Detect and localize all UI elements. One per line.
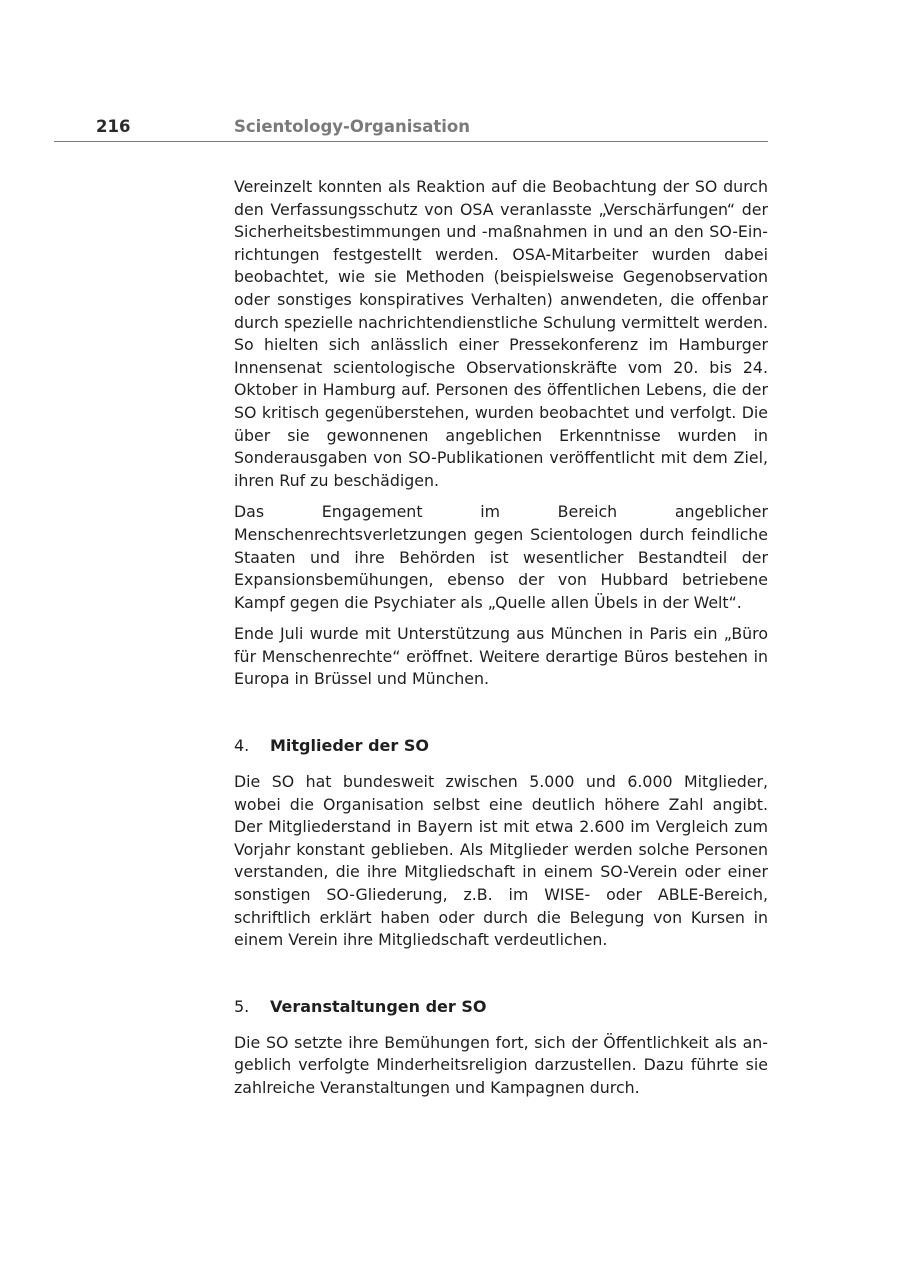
section-heading-events — [234, 996, 768, 1018]
header-rule — [54, 141, 768, 142]
paragraph: Ende Juli wurde mit Unterstützung aus München in Paris ein „Büro für Menschenrechte“ eröffnet. Weitere derartige Büros bestehen in Europa in Brüssel und München. — [234, 624, 768, 689]
paragraph: Das Engagement im Bereich angeblicher Menschenrechtsverletzungen gegen Scientologen durch feindliche Staaten und ihre Behörden ist wesentlicher Bestandteil der Expansionsbemühungen, ebenso der von Hubbard betriebene Kampf gegen die Psychiater als „Quelle allen Übels in der Welt“. — [234, 502, 768, 612]
paragraph: Die SO setzte ihre Bemühungen fort, sich der Öffentlichkeit als angeblich verfolgte Minderheitsreligion darzustellen. Dazu führte sie zahlreiche Veranstaltungen und Kampagnen durch. — [234, 1032, 768, 1097]
section-number: 4. — [234, 736, 250, 756]
running-head: Scientology-Organisation — [234, 117, 470, 136]
page-number: 216 — [96, 117, 131, 136]
body-text — [234, 176, 768, 1109]
section-heading-members — [234, 735, 768, 757]
section-title: Veranstaltungen der SO — [270, 996, 487, 1016]
paragraph: Vereinzelt konnten als Reaktion auf die Beobachtung der SO durch den Verfassungsschutz von OSA veranlasste „Verschärfungen“ der Sicherheitsbestimmungen und -maßnahmen in und an den SO-Einrichtungen festgestellt werden. OSA-Mitarbeiter wurden dabei beobachtet, wie sie Methoden (beispielsweise Gegenobservation oder sonstiges konspiratives Verhalten) anwendeten, die offenbar durch spezielle nachrichtendienstliche Schulung vermittelt werden. So hielten sich anlässlich einer Pressekonferenz im Hamburger Innensenat scientologische Observationskräfte vom 20. bis 24. Oktober in Hamburg auf. Personen des öffentlichen Lebens, die der SO kritisch gegenüberstehen, wurden beobachtet und verfolgt. Die über sie gewonnenen angeblichen Erkenntnisse wurden in Sonderausgaben von SO-Publikationen veröffentlicht mit dem Ziel, ihren Ruf zu beschädigen. — [234, 177, 768, 490]
section-number: 5. — [234, 996, 250, 1016]
paragraph: Die SO hat bundesweit zwischen 5.000 und 6.000 Mitglieder, wobei die Organisation selbst eine deutlich höhere Zahl angibt. Der Mitgliederstand in Bayern ist mit etwa 2.600 im Vergleich zum Vorjahr konstant geblieben. Als Mitglieder werden solche Personen verstanden, die ihre Mitgliedschaft in einem SO-Verein oder einer sonstigen SO-Gliederung, z.B. im WISE- oder ABLE-Bereich, schriftlich erklärt haben oder durch die Belegung von Kursen in einem Verein ihre Mitgliedschaft verdeutlichen. — [234, 772, 768, 950]
section-title: Mitglieder der SO — [270, 736, 429, 756]
